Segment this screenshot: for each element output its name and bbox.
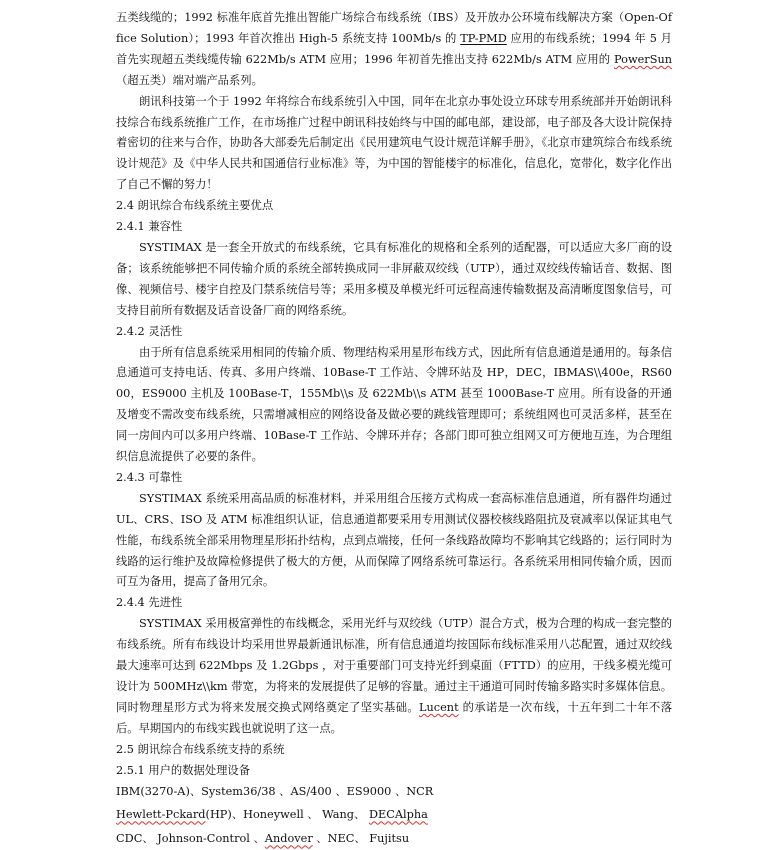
underlined-term: TP-PMD xyxy=(460,31,507,45)
subsection-heading-data-devices: 2.5.1 用户的数据处理设备 xyxy=(116,763,251,777)
text-run: 、NEC、 Fujitsu xyxy=(312,832,410,846)
document-page xyxy=(116,8,672,850)
device-list-line-2 xyxy=(116,805,672,826)
spellcheck-flagged-word: PowerSun xyxy=(614,52,672,66)
paragraph-reliability: SYSTIMAX 系统采用高品质的标准材料，并采用组合压接方式构成一套高标准信息通道，所有器件均通过 UL、CRS、ISO 及 ATM 标准组织认证，信息通道都要采用专用测试仪器校核线路阻抗及衰减率以保证其电气性能，布线系统全部采用物理星形拓扑结构，点到点端接，任何一条线路故障均不影响其它线路的；运行同时为线路的运行维护及故障检修提供了极大的方便，从而保障了网络系统可靠运行。各系统采用相同传输介质，因而可互为备用，提高了备用冗余。 xyxy=(116,491,672,589)
paragraph-advanced xyxy=(116,614,672,739)
text-run: CDC、 Johnson-Control 、 xyxy=(116,832,265,846)
text-run: （超五类）端对端产品系列。 xyxy=(116,73,263,87)
paragraph-lucent-china: 朗讯科技第一个于 1992 年将综合布线系统引入中国，同年在北京办事处设立环球专用系统部并开始朗讯科技综合布线系统推广工作，在市场推广过程中朗讯科技始终与中国的邮电部，建设部，电子部及各大设计院保持着密切的往来与合作，协助各大部委先后制定出《民用建筑电气设计规范详解手册》，《北京市建筑综合布线系统设计规范》及《中华人民共和国通信行业标准》等，为中国的智能楼宇的标准化，信息化，宽带化，数字化作出了自己不懈的努力！ xyxy=(116,94,672,192)
spellcheck-flagged-word: DECAlpha xyxy=(368,808,428,822)
subsection-heading-reliability: 2.4.3 可靠性 xyxy=(116,470,183,484)
text-run: 应用的布线系统；1994 年 5 月首先实现超五类线缆传输 622Mb/s ATM 应用；1996 年初首先推出支持 622Mb/s ATM 应用的 xyxy=(116,31,672,66)
text-run: 的承诺是一次布线，十五年到二十年不落后。早期国内的布线实践也就说明了这一点。 xyxy=(116,700,672,735)
spellcheck-flagged-word: Hewlett-Pckard xyxy=(116,808,206,822)
section-heading-2-5: 2.5 朗讯综合布线系统支持的系统 xyxy=(116,742,285,756)
text-run: 五类线缆的；1992 标准年底首先推出智能广场综合布线系统（IBS）及开放办公环境布线解决方案（Open-Office Solution）；1993 年首次推出 High-5 系统支持 100Mb/s 的 xyxy=(116,11,672,45)
subsection-heading-compatibility: 2.4.1 兼容性 xyxy=(116,220,183,234)
paragraph-flexibility: 由于所有信息系统采用相同的传输介质、物理结构采用星形布线方式，因此所有信息通道是通用的。每条信息通道可支持电话、传真、多用户终端、10Base-T 工作站、令牌环站及 HP，DEC，IBMAS\\400e，RS6000，ES9000 主机及 100Base-T，155Mb\\s 及 622Mb\\s ATM 甚至 1000Base-T 应用。所有设备的开通及增变不需改变布线系统，只需增减相应的网络设备及做必要的跳线管理即可；系统组网也可灵活多样，甚至在同一房间内可以多用户终端、10Base-T 工作站、令牌环并存；各部门即可独立组网又可方便地互连，为合理组织信息流提供了必要的条件。 xyxy=(116,345,672,464)
text-run: (HP)、Honeywell 、 Wang、 xyxy=(205,808,369,822)
device-list-line-3 xyxy=(116,829,672,850)
text-run: SYSTIMAX 采用极富弹性的布线概念，采用光纤与双绞线（UTP）混合方式，极为合理的构成一套完整的布线系统。所有布线设计均采用世界最新通讯标准，所有信息通道均按国际布线标准采用八芯配置，通过双绞线最大速率可达到 622Mbps 及 1.2Gbps ，对于重要部门可支持光纤到桌面（FTTD）的应用，干线多模光缆可设计为 500MHz\\km 带宽，为将来的发展提供了足够的容量。通过主干通道可同时传输多路实时多媒体信息。同时物理星形方式为将来发展交换式网络奠定了坚实基础。 xyxy=(116,617,672,714)
section-heading-2-4: 2.4 朗讯综合布线系统主要优点 xyxy=(116,199,274,213)
paragraph-ibs-history xyxy=(116,8,672,92)
device-list-line-1: IBM(3270-A)、System36/38 、AS/400 、ES9000 、NCR xyxy=(116,784,434,798)
spellcheck-flagged-word: Andover xyxy=(264,832,313,846)
paragraph-compatibility: SYSTIMAX 是一套全开放式的布线系统，它具有标准化的规格和全系列的适配器，可以适应大多厂商的设备；该系统能够把不同传输介质的系统全部转换成同一非屏蔽双绞线（UTP），通过双绞线传输话音、数据、图像、视频信号、楼宇自控及门禁系统信号等；采用多模及单模光纤可远程高速传输数据及高清晰度图象信号，可支持目前所有数据及话音设备厂商的网络系统。 xyxy=(116,240,672,317)
subsection-heading-flexibility: 2.4.2 灵活性 xyxy=(116,324,183,338)
spellcheck-flagged-word: Lucent xyxy=(419,700,459,714)
subsection-heading-advanced: 2.4.4 先进性 xyxy=(116,596,183,610)
